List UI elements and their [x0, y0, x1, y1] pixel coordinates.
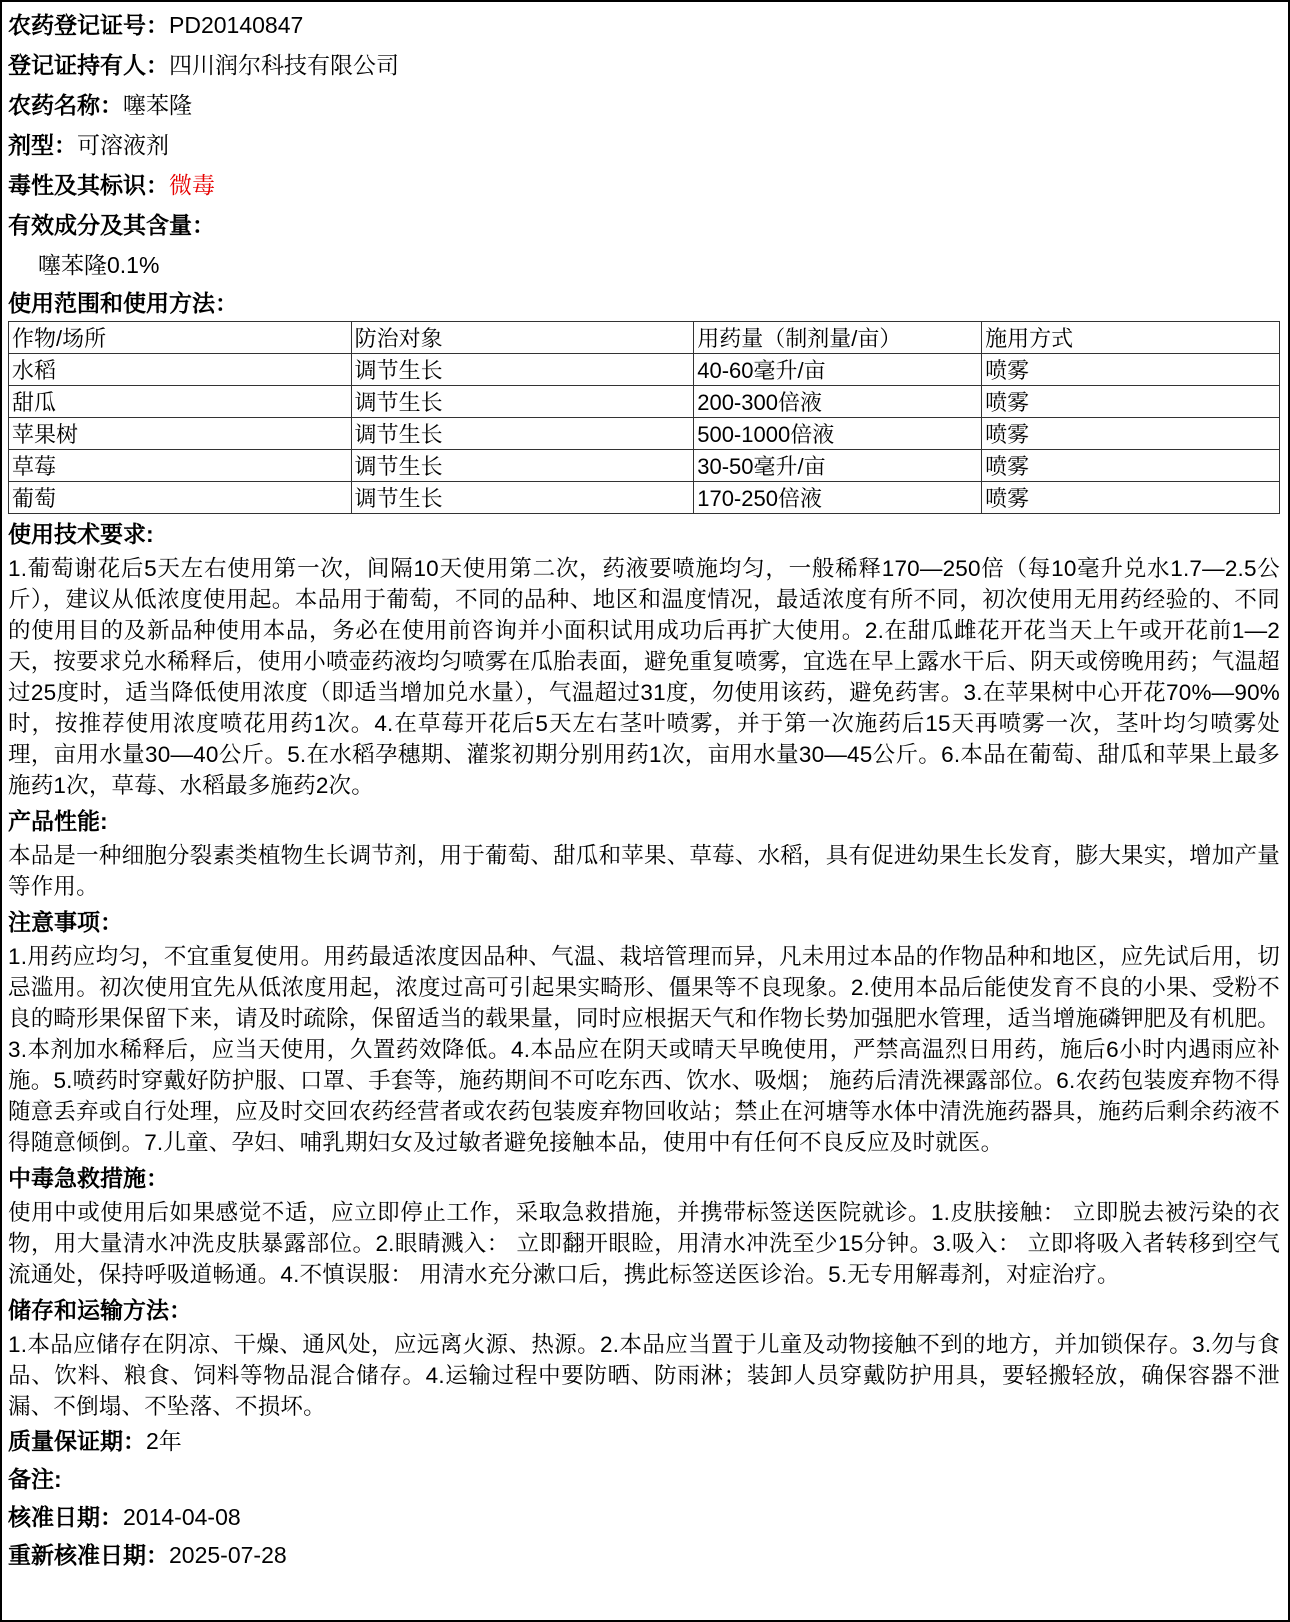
- table-cell-crop: 草莓: [9, 450, 352, 482]
- table-cell-target: 调节生长: [351, 450, 694, 482]
- section-technical-requirements: [8, 516, 1280, 801]
- usage-table-header-row: [9, 322, 1280, 354]
- table-cell-method: 喷雾: [982, 482, 1280, 514]
- table-cell-crop: 苹果树: [9, 418, 352, 450]
- toxicity-value: 微毒: [169, 172, 215, 198]
- section-title: 注意事项：: [8, 909, 123, 935]
- field-label: 备注:: [8, 1466, 62, 1492]
- table-row: [9, 418, 1280, 450]
- usage-table: [8, 321, 1280, 514]
- section-body: 本品是一种细胞分裂素类植物生长调节剂，用于葡萄、甜瓜和苹果、草莓、水稻，具有促进幼果生长发育，膨大果实，增加产量等作用。: [8, 843, 1280, 899]
- field-value: 2025-07-28: [169, 1542, 287, 1568]
- section-precautions: [8, 904, 1280, 1158]
- table-row: [9, 354, 1280, 386]
- field-value: 2年: [146, 1428, 182, 1454]
- table-cell-method: 喷雾: [982, 450, 1280, 482]
- section-body: 1.本品应储存在阴凉、干燥、通风处，应远离火源、热源。2.本品应当置于儿童及动物接触不到的地方，并加锁保存。3.勿与食品、饮料、粮食、饲料等物品混合储存。4.运输过程中要防晒、防雨淋；装卸人员穿戴防护用具，要轻搬轻放，确保容器不泄漏、不倒塌、不坠落、不损坏。: [8, 1332, 1280, 1419]
- table-header-method: 施用方式: [982, 322, 1280, 354]
- field-label: 核准日期：: [8, 1504, 123, 1530]
- table-row: [9, 386, 1280, 418]
- field-value: 可溶液剂: [77, 132, 169, 158]
- table-cell-dosage: 40-60毫升/亩: [694, 354, 982, 386]
- field-value: 噻苯隆: [123, 92, 192, 118]
- table-cell-dosage: 500-1000倍液: [694, 418, 982, 450]
- field-approval-date: [8, 1498, 1280, 1536]
- field-value: PD20140847: [169, 12, 304, 38]
- table-cell-crop: 葡萄: [9, 482, 352, 514]
- field-warranty-period: [8, 1422, 1280, 1460]
- section-storage-transport: [8, 1292, 1280, 1422]
- field-remarks: [8, 1460, 1280, 1498]
- section-title: 产品性能:: [8, 808, 108, 834]
- table-cell-target: 调节生长: [351, 354, 694, 386]
- table-header-crop: 作物/场所: [9, 322, 352, 354]
- table-cell-method: 喷雾: [982, 354, 1280, 386]
- field-label: 毒性及其标识：: [8, 172, 169, 198]
- table-cell-method: 喷雾: [982, 386, 1280, 418]
- section-product-performance: [8, 803, 1280, 902]
- table-cell-crop: 水稻: [9, 354, 352, 386]
- field-label: 剂型：: [8, 132, 77, 158]
- field-pesticide-name: [8, 85, 1280, 125]
- field-value: 四川润尔科技有限公司: [169, 52, 399, 78]
- table-cell-target: 调节生长: [351, 482, 694, 514]
- field-toxicity: [8, 165, 1280, 205]
- section-poisoning-first-aid: [8, 1160, 1280, 1290]
- table-cell-target: 调节生长: [351, 418, 694, 450]
- field-registration-number: [8, 5, 1280, 45]
- field-label: 重新核准日期：: [8, 1542, 169, 1568]
- field-reapproval-date: [8, 1536, 1280, 1574]
- field-label: 农药登记证号：: [8, 12, 169, 38]
- table-row: [9, 450, 1280, 482]
- table-cell-dosage: 30-50毫升/亩: [694, 450, 982, 482]
- section-title: 储存和运输方法：: [8, 1297, 192, 1323]
- table-row: [9, 482, 1280, 514]
- section-body: 1.葡萄谢花后5天左右使用第一次，间隔10天使用第二次，药液要喷施均匀，一般稀释170—250倍（每10毫升兑水1.7—2.5公斤），建议从低浓度使用起。本品用于葡萄，不同的品种、地区和温度情况，最适浓度有所不同，初次使用无用药经验的、不同的使用目的及新品种使用本品，务必在使用前咨询并小面积试用成功后再扩大使用。2.在甜瓜雌花开花当天上午或开花前1—2天，按要求兑水稀释后，使用小喷壶药液均匀喷雾在瓜胎表面，避免重复喷雾，宜选在早上露水干后、阴天或傍晚用药；气温超过25度时，适当降低使用浓度（即适当增加兑水量），气温超过31度，勿使用该药，避免药害。3.在苹果树中心开花70%—90%时，按推荐使用浓度喷花用药1次。4.在草莓开花后5天左右茎叶喷雾，并于第一次施药后15天再喷雾一次，茎叶均匀喷雾处理，亩用水量30—40公斤。5.在水稻孕穗期、灌浆初期分别用药1次，亩用水量30—45公斤。6.本品在葡萄、甜瓜和苹果上最多施药1次，草莓、水稻最多施药2次。: [8, 556, 1280, 798]
- section-body: 使用中或使用后如果感觉不适，应立即停止工作，采取急救措施，并携带标签送医院就诊。1.皮肤接触： 立即脱去被污染的衣物，用大量清水冲洗皮肤暴露部位。2.眼睛溅入： 立即翻开眼睑，用清水冲洗至少15分钟。3.吸入： 立即将吸入者转移到空气流通处，保持呼吸道畅通。4.不慎误服： 用清水充分漱口后，携此标签送医诊治。5.无专用解毒剂，对症治疗。: [8, 1200, 1280, 1287]
- field-active-ingredient: [8, 205, 1280, 245]
- field-label: 登记证持有人：: [8, 52, 169, 78]
- field-label: 有效成分及其含量：: [8, 212, 215, 238]
- table-cell-dosage: 200-300倍液: [694, 386, 982, 418]
- table-header-dosage: 用药量（制剂量/亩）: [694, 322, 982, 354]
- section-body: 1.用药应均匀，不宜重复使用。用药最适浓度因品种、气温、栽培管理而异，凡未用过本品的作物品种和地区，应先试后用，切忌滥用。初次使用宜先从低浓度用起，浓度过高可引起果实畸形、僵果等不良现象。2.使用本品后能使发育不良的小果、受粉不良的畸形果保留下来，请及时疏除，保留适当的载果量，同时应根据天气和作物长势加强肥水管理，适当增施磷钾肥及有机肥。3.本剂加水稀释后，应当天使用，久置药效降低。4.本品应在阴天或晴天早晚使用，严禁高温烈日用药，施后6小时内遇雨应补施。5.喷药时穿戴好防护服、口罩、手套等，施药期间不可吃东西、饮水、吸烟； 施药后清洗裸露部位。6.农药包装废弃物不得随意丢弃或自行处理，应及时交回农药经营者或农药包装废弃物回收站；禁止在河塘等水体中清洗施药器具，施药后剩余药液不得随意倾倒。7.儿童、孕妇、哺乳期妇女及过敏者避免接触本品，使用中有任何不良反应及时就医。: [8, 944, 1280, 1155]
- table-header-target: 防治对象: [351, 322, 694, 354]
- usage-table-title: 使用范围和使用方法：: [8, 290, 238, 316]
- field-label: 农药名称：: [8, 92, 123, 118]
- field-value: 2014-04-08: [123, 1504, 241, 1530]
- active-ingredient-detail: 噻苯隆0.1%: [38, 252, 160, 278]
- table-cell-dosage: 170-250倍液: [694, 482, 982, 514]
- field-label: 质量保证期：: [8, 1428, 146, 1454]
- table-cell-crop: 甜瓜: [9, 386, 352, 418]
- field-certificate-holder: [8, 45, 1280, 85]
- table-cell-target: 调节生长: [351, 386, 694, 418]
- field-formulation: [8, 125, 1280, 165]
- section-title: 中毒急救措施：: [8, 1165, 169, 1191]
- table-cell-method: 喷雾: [982, 418, 1280, 450]
- section-title: 使用技术要求:: [8, 521, 154, 547]
